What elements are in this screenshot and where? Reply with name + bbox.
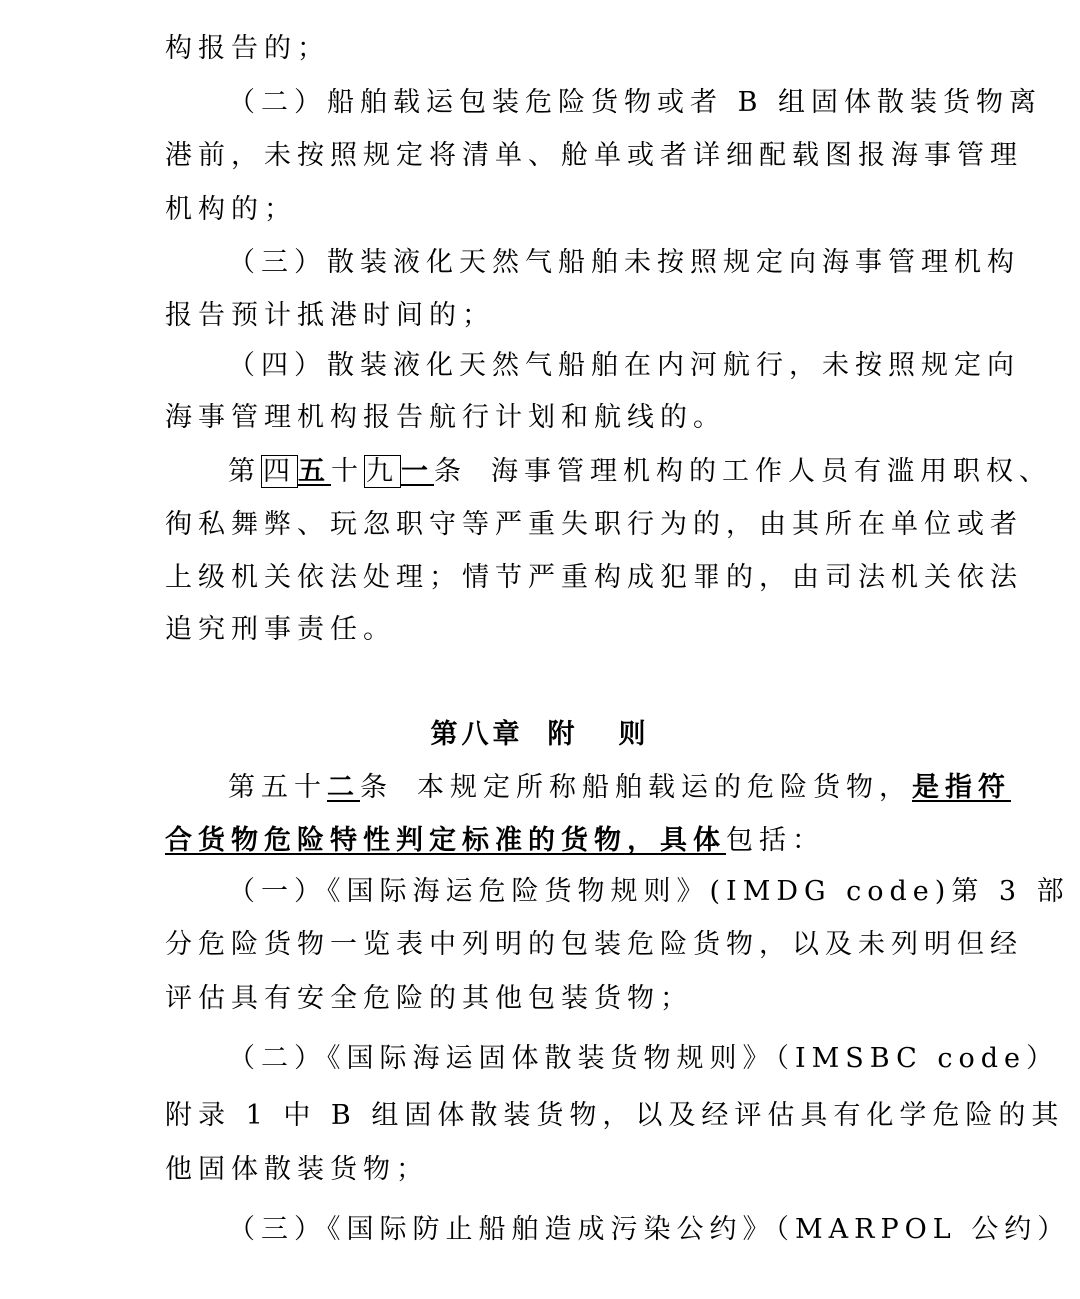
text-line: 上级机关依法处理；情节严重构成犯罪的，由司法机关依法 [165, 562, 1023, 593]
text-line: 附录 1 中 B 组固体散装货物，以及经评估具有化学危险的其 [165, 1100, 1065, 1131]
article-text: 本规定所称船舶载运的危险货物， [417, 772, 912, 803]
list-item: （四）散装液化天然气船舶在内河航行，未按照规定向 [228, 350, 1020, 381]
article-heading [0, 768, 1080, 808]
inserted-char: 五 [298, 456, 331, 487]
inserted-char: 一 [401, 456, 434, 487]
chapter-title [0, 715, 1080, 755]
text-line: 评估具有安全危险的其他包装货物； [165, 983, 693, 1014]
list-item: （二）船舶载运包装危险货物或者 B 组固体散装货物离 [228, 87, 1043, 118]
list-item: （三）《国际防止船舶造成污染公约》（MARPOL 公约） [228, 1214, 1071, 1245]
article-prefix: 第 [228, 456, 261, 487]
chapter-number: 第八章 [430, 719, 524, 750]
article-tiao: 条 [360, 772, 393, 803]
text-line: 报告预计抵港时间的； [165, 300, 495, 331]
text-line: 追究刑事责任。 [165, 614, 396, 645]
text-line: 海事管理机构报告航行计划和航线的。 [165, 402, 726, 433]
inserted-text: 合货物危险特性判定标准的货物，具体 [165, 825, 726, 856]
deleted-char-box: 四 [263, 456, 296, 487]
text-line: 机构的； [165, 194, 297, 225]
text-line: 构报告的； [165, 33, 330, 64]
text-line [0, 821, 1080, 861]
text-line: 徇私舞弊、玩忽职守等严重失职行为的，由其所在单位或者 [165, 509, 1023, 540]
article-tail: 包括： [726, 825, 825, 856]
article-text: 海事管理机构的工作人员有滥用职权、 [491, 456, 1052, 487]
list-item: （二）《国际海运固体散装货物规则》（IMSBC code） [228, 1043, 1060, 1074]
chapter-word-2: 则 [618, 719, 650, 750]
article-prefix: 第五十 [228, 772, 327, 803]
chapter-word-1: 附 [547, 719, 579, 750]
article-shi: 十 [331, 456, 364, 487]
text-line: 港前，未按照规定将清单、舱单或者详细配载图报海事管理 [165, 140, 1023, 171]
inserted-text: 是指符 [912, 772, 1011, 803]
inserted-char: 二 [327, 772, 360, 803]
text-line: 分危险货物一览表中列明的包装危险货物，以及未列明但经 [165, 929, 1023, 960]
list-item: （一）《国际海运危险货物规则》(IMDG code)第 3 部 [228, 876, 1070, 907]
deleted-char-box: 九 [366, 456, 399, 487]
list-item: （三）散装液化天然气船舶未按照规定向海事管理机构 [228, 247, 1020, 278]
text-line: 他固体散装货物； [165, 1154, 429, 1185]
article-tiao: 条 [434, 456, 467, 487]
article-heading [0, 452, 1080, 492]
